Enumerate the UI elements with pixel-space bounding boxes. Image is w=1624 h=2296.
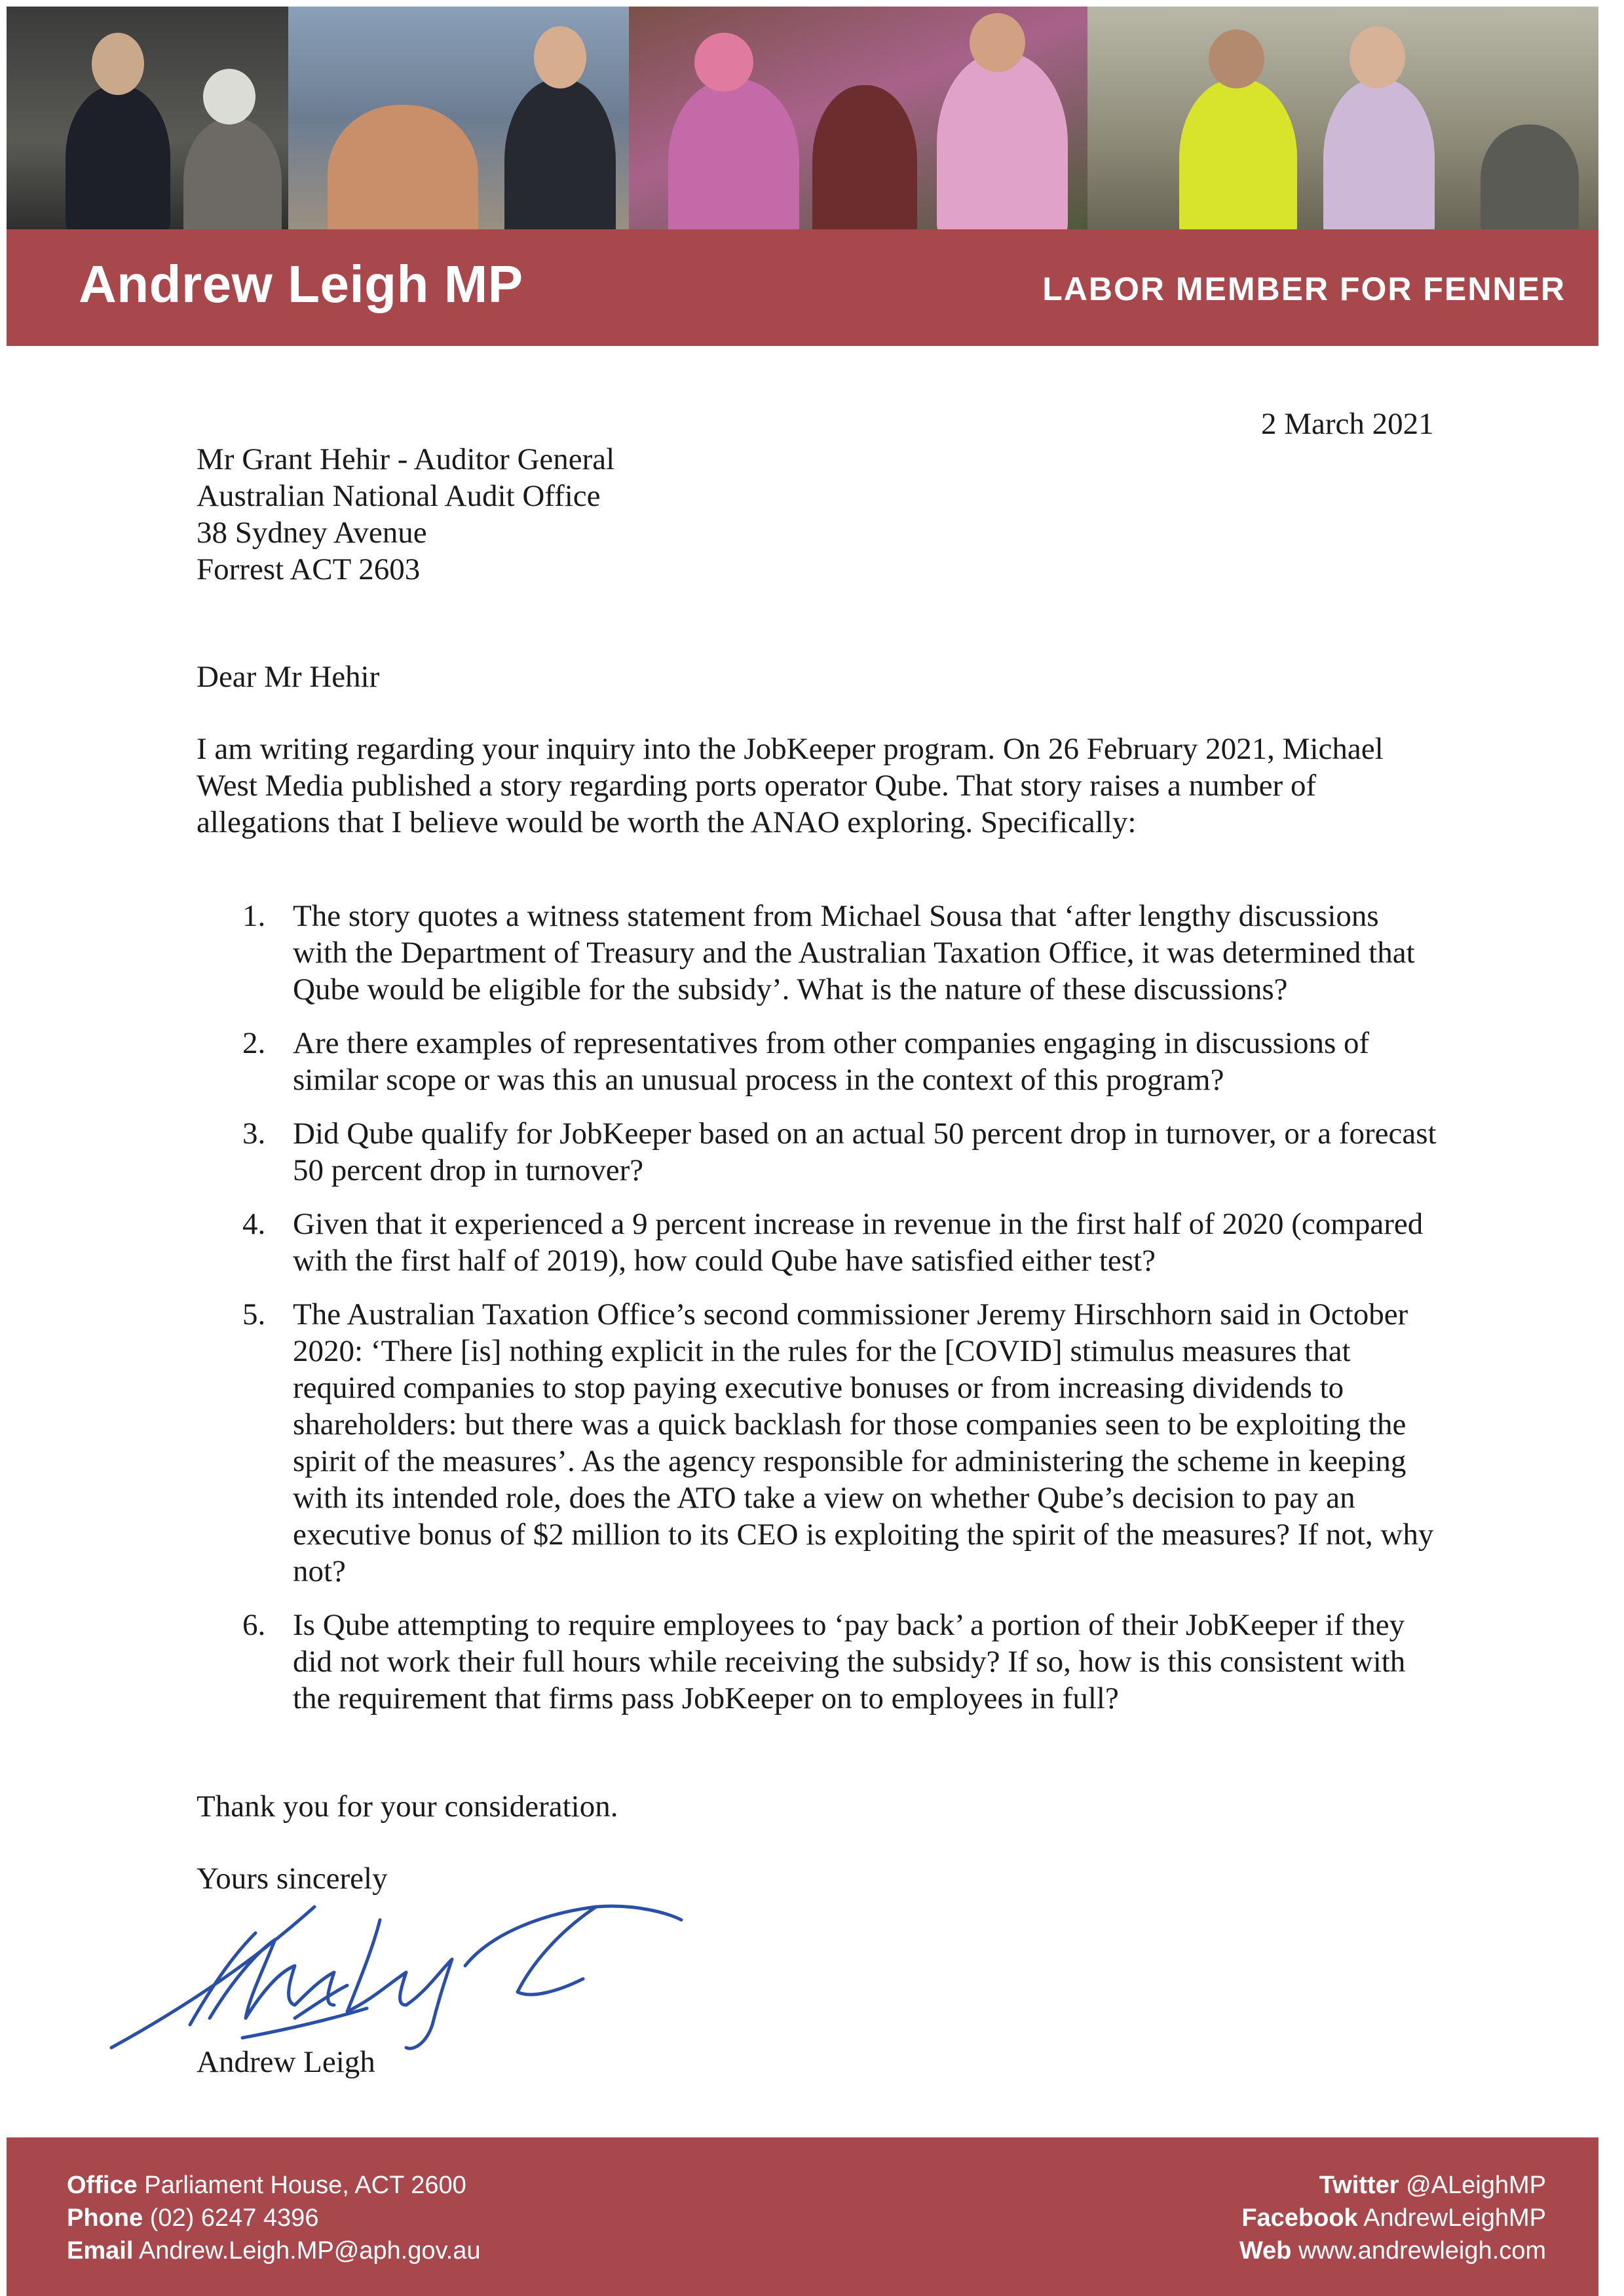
signer-name: Andrew Leigh [197, 2045, 375, 2079]
mp-name: Andrew Leigh MP [79, 255, 523, 313]
photo-shopfront [7, 7, 288, 229]
twitter-handle[interactable]: @ALeighMP [1406, 2172, 1546, 2199]
signature-stroke [347, 1907, 596, 2048]
address-line: Australian National Audit Office [197, 479, 601, 513]
signature-stroke [111, 1907, 314, 2048]
question-number: 2. [242, 1026, 266, 1060]
question-number: 6. [242, 1608, 266, 1642]
photo-school-visit [288, 7, 629, 229]
footer-email [67, 2234, 481, 2267]
question-text: Are there examples of representatives from other companies engaging in discussions of similar scope or was this an unusual process in the context of this program? [293, 1026, 1370, 1097]
intro-paragraph: I am writing regarding your inquiry into the JobKeeper program. On 26 February 2021, Michael West Media published a story regarding ports operator Qube. That story raises a number of allegations that I believe would be worth the ANAO exploring. Specifically: [197, 732, 1384, 839]
question-item [197, 1025, 1441, 1098]
question-text: Given that it experienced a 9 percent increase in revenue in the first half of 2020 (compared with the first half of 2019), how could Qube have satisfied either test? [293, 1207, 1424, 1278]
email-link[interactable]: Andrew.Leigh.MP@aph.gov.au [138, 2237, 481, 2265]
letter-date: 2 March 2021 [1261, 407, 1434, 441]
question-list [197, 898, 1441, 1734]
question-item [197, 1206, 1441, 1279]
question-text: Did Qube qualify for JobKeeper based on an actual 50 percent drop in turnover, or a forecast 50 percent drop in turnover? [293, 1117, 1437, 1187]
footer-phone [67, 2202, 481, 2234]
address-line: 38 Sydney Avenue [197, 516, 427, 550]
signature-stroke [190, 1933, 334, 2025]
handwritten-signature [98, 1894, 753, 2064]
question-number: 4. [242, 1207, 266, 1241]
facebook-handle[interactable]: AndrewLeighMP [1363, 2204, 1546, 2232]
question-number: 3. [242, 1117, 266, 1151]
question-text: Is Qube attempting to require employees to ‘pay back’ a portion of their JobKeeper if they did not work their full hours while receiving the subsidy? If so, how is this consistent with the requirement that firms pass JobKeeper on to employees in full? [293, 1608, 1406, 1715]
phone-value: (02) 6247 4396 [149, 2204, 319, 2232]
recipient-address [197, 441, 614, 588]
office-label: Office [67, 2172, 138, 2199]
phone-label: Phone [67, 2204, 143, 2232]
footer-facebook [1239, 2202, 1546, 2234]
valediction: Yours sincerely [197, 1862, 388, 1896]
header-photo-strip [7, 7, 1598, 229]
question-item [197, 1296, 1441, 1590]
salutation: Dear Mr Hehir [197, 660, 380, 694]
question-text: The story quotes a witness statement from Michael Sousa that ‘after lengthy discussions with the Department of Treasury and the Australian Taxation Office, it was determined that Qube would be eligible for the subsidy’. What is the nature of these discussions? [293, 899, 1415, 1006]
web-link[interactable]: www.andrewleigh.com [1298, 2237, 1546, 2265]
header-banner [7, 229, 1598, 346]
photo-community-event [629, 7, 1087, 229]
address-line: Forrest ACT 2603 [197, 552, 421, 586]
footer-web [1239, 2234, 1546, 2267]
footer-contact-banner [7, 2137, 1598, 2296]
mp-role: LABOR MEMBER FOR FENNER [1042, 271, 1566, 307]
photo-street-meeting [1087, 7, 1598, 229]
address-line: Mr Grant Hehir - Auditor General [197, 442, 615, 476]
question-item [197, 898, 1441, 1008]
footer-office [67, 2169, 481, 2202]
question-item [197, 1607, 1441, 1717]
email-label: Email [67, 2237, 134, 2265]
question-text: The Australian Taxation Office’s second commissioner Jeremy Hirschhorn said in October 2020: ‘There [is] nothing explicit in the rules for the [COVID] stimulus measures that required companies to stop paying executive bonuses or from increasing dividends to shareholders: but there was a quick backlash for those companies seen to be exploiting the spirit of the measures’. As the agency responsible for administering the scheme in keeping with its intended role, does the ATO take a view on whether Qube’s decision to pay an executive bonus of $2 million to its CEO is exploiting the spirit of the measures? If not, why not? [293, 1297, 1434, 1588]
facebook-label: Facebook [1241, 2204, 1358, 2232]
signature-stroke [596, 1906, 681, 1920]
closing-line: Thank you for your consideration. [197, 1789, 618, 1824]
question-item [197, 1115, 1441, 1189]
office-value: Parliament House, ACT 2600 [144, 2172, 466, 2199]
web-label: Web [1239, 2237, 1292, 2265]
footer-contact-left [67, 2169, 481, 2267]
footer-twitter [1239, 2169, 1546, 2202]
twitter-label: Twitter [1319, 2172, 1399, 2199]
signature-stroke [295, 1985, 347, 2018]
question-number: 1. [242, 899, 266, 933]
footer-contact-right [1239, 2169, 1546, 2267]
question-number: 5. [242, 1297, 266, 1331]
